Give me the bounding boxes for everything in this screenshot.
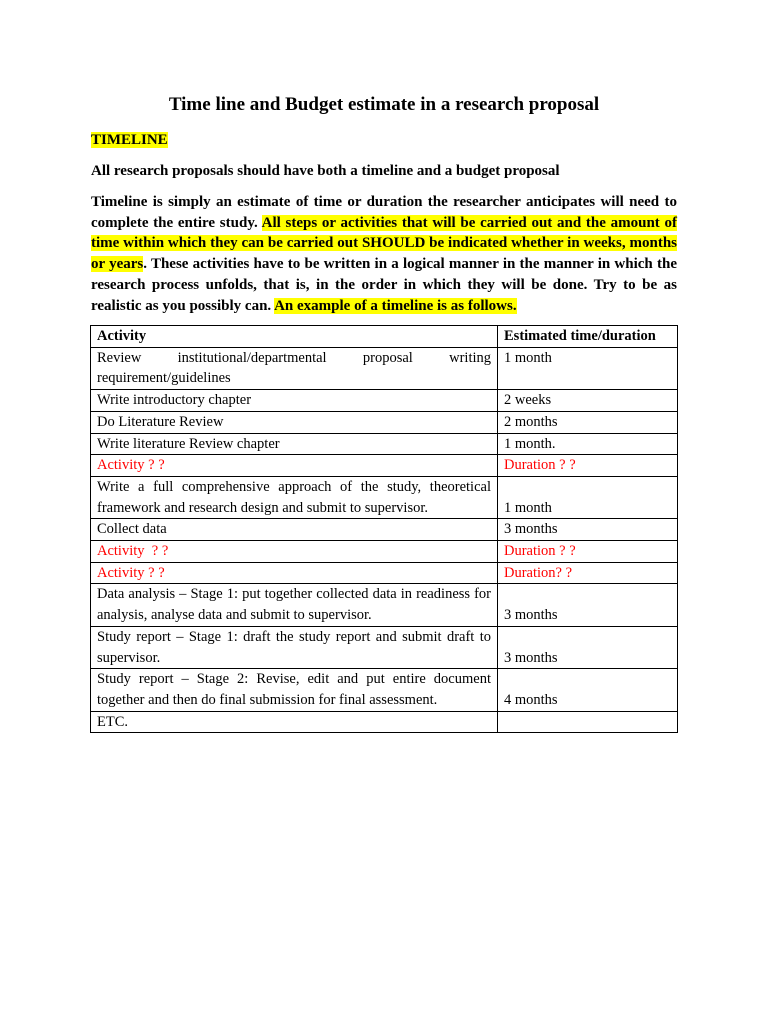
table-row-placeholder	[91, 541, 678, 563]
table-row	[91, 411, 678, 433]
activity-cell: Review institutional/departmental proposal writing requirement/guidelines	[91, 347, 498, 389]
table-row	[91, 519, 678, 541]
table-row	[91, 711, 678, 733]
duration-cell	[498, 711, 678, 733]
activity-cell: Study report – Stage 1: draft the study report and submit draft to supervisor.	[91, 626, 498, 668]
activity-cell: Study report – Stage 2: Revise, edit and put entire document together and then do final submission for final assessment.	[91, 669, 498, 711]
duration-placeholder-cell: Duration? ?	[498, 562, 678, 584]
activity-placeholder-cell: Activity ? ?	[91, 562, 498, 584]
activity-placeholder-cell: Activity ? ?	[91, 541, 498, 563]
duration-cell: 1 month	[498, 476, 678, 518]
activity-cell: Collect data	[91, 519, 498, 541]
activity-cell: Do Literature Review	[91, 411, 498, 433]
paragraph-text-2: . These activities have to be written in a logical manner in the manner in which the research process unfolds, that is, in the order in which they will be done. Try to be as realistic as you possibly can.	[91, 256, 677, 314]
table-header-row	[91, 326, 678, 348]
section-heading-text: TIMELINE	[91, 132, 168, 148]
table-row	[91, 390, 678, 412]
paragraph-text-1: Timeline is simply an estimate of time or duration the researcher anticipates will need to complete the entire study.	[91, 194, 677, 231]
activity-cell: Write a full comprehensive approach of the study, theoretical framework and research design and submit to supervisor.	[91, 476, 498, 518]
duration-cell: 3 months	[498, 584, 678, 626]
duration-cell: 1 month.	[498, 433, 678, 455]
header-duration: Estimated time/duration	[498, 326, 678, 348]
activity-cell: ETC.	[91, 711, 498, 733]
header-activity: Activity	[91, 326, 498, 348]
table-row-placeholder	[91, 562, 678, 584]
activity-cell: Data analysis – Stage 1: put together collected data in readiness for analysis, analyse data and submit to supervisor.	[91, 584, 498, 626]
table-row	[91, 347, 678, 389]
table-row	[91, 433, 678, 455]
timeline-paragraph	[91, 192, 677, 316]
duration-cell: 3 months	[498, 519, 678, 541]
duration-placeholder-cell: Duration ? ?	[498, 455, 678, 477]
activity-cell: Write literature Review chapter	[91, 433, 498, 455]
table-row	[91, 584, 678, 626]
duration-placeholder-cell: Duration ? ?	[498, 541, 678, 563]
duration-cell: 3 months	[498, 626, 678, 668]
duration-cell: 4 months	[498, 669, 678, 711]
timeline-table	[90, 325, 678, 733]
duration-cell: 1 month	[498, 347, 678, 389]
section-heading	[91, 130, 168, 150]
paragraph-highlight-1: All steps or activities that will be carried out and the amount of time within which they can be carried out SHOULD be indicated whether in weeks, months or years	[91, 214, 677, 273]
document-title: Time line and Budget estimate in a research proposal	[168, 94, 600, 115]
table-row	[91, 476, 678, 518]
activity-placeholder-cell: Activity ? ?	[91, 455, 498, 477]
duration-cell: 2 months	[498, 411, 678, 433]
paragraph-highlight-2: An example of a timeline is as follows.	[274, 297, 517, 314]
duration-cell: 2 weeks	[498, 390, 678, 412]
table-row-placeholder	[91, 455, 678, 477]
activity-cell: Write introductory chapter	[91, 390, 498, 412]
table-row	[91, 669, 678, 711]
intro-sentence: All research proposals should have both a timeline and a budget proposal	[91, 163, 560, 179]
table-row	[91, 626, 678, 668]
